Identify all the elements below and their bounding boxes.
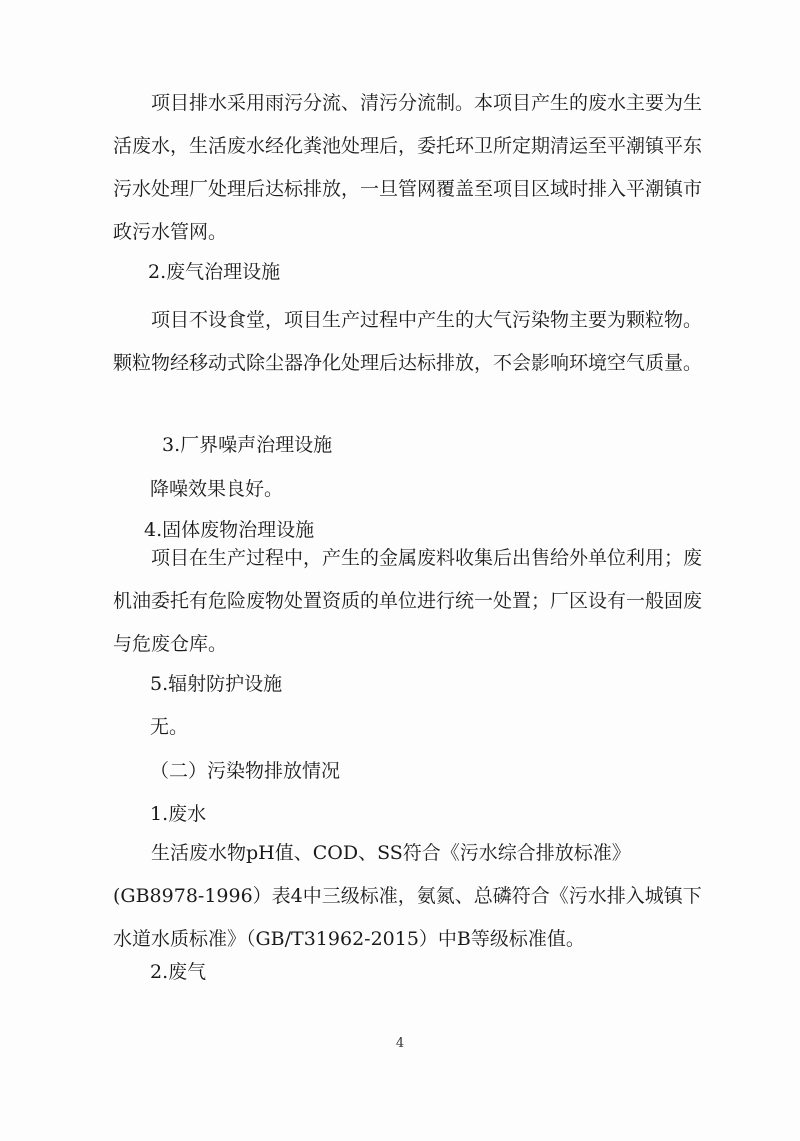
- paragraph-wastewater-standards: 生活废水物pH值、COD、SS符合《污水综合排放标准》(GB8978-1996）表4中三级标准，氨氮、总磷符合《污水排入城镇下水道水质标准》（GB/T31962-2015）中B等级标准值。: [113, 842, 702, 950]
- paragraph-noise: 降噪效果良好。: [150, 478, 284, 500]
- heading-waste-gas: 2.废气: [150, 961, 207, 983]
- heading-waste-gas-facilities: 2.废气治理设施: [148, 261, 281, 283]
- page-number: 4: [395, 1036, 405, 1051]
- heading-solid-waste-facilities: 4.固体废物治理设施: [144, 519, 315, 541]
- paragraph-waste-gas: 项目不设食堂，项目生产过程中产生的大气污染物主要为颗粒物。颗粒物经移动式除尘器净化处理后达标排放，不会影响环境空气质量。: [113, 309, 703, 374]
- heading-wastewater: 1.废水: [150, 803, 207, 825]
- heading-radiation-facilities: 5.辐射防护设施: [150, 673, 283, 695]
- paragraph-radiation: 无。: [150, 716, 189, 738]
- paragraph-solid-waste: 项目在生产过程中，产生的金属废料收集后出售给外单位利用；废机油委托有危险废物处置资质的单位进行统一处置；厂区设有一般固废与危废仓库。: [113, 547, 703, 655]
- heading-pollutant-discharge: （二）污染物排放情况: [150, 760, 341, 782]
- paragraph-wastewater-drainage: 项目排水采用雨污分流、清污分流制。本项目产生的废水主要为生活废水，生活废水经化粪池处理后，委托环卫所定期清运至平潮镇平东污水处理厂处理后达标排放，一旦管网覆盖至项目区域时排入平潮镇市政污水管网。: [113, 92, 703, 243]
- heading-noise-facilities: 3.厂界噪声治理设施: [162, 434, 333, 456]
